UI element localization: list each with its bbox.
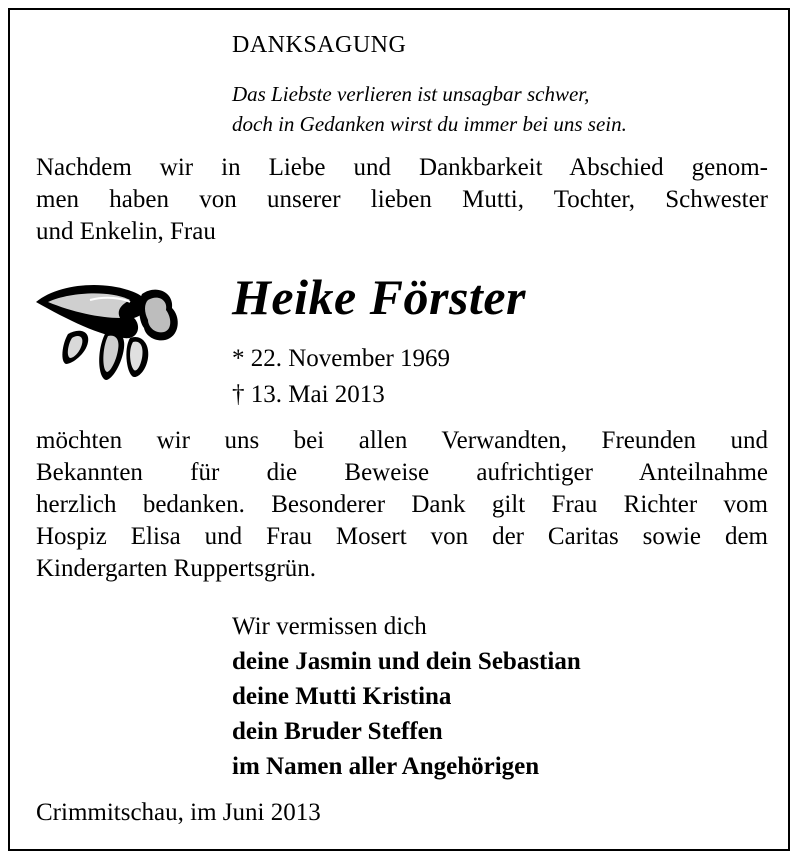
signature-line: deine Jasmin und dein Sebastian	[232, 648, 581, 675]
deceased-name: Heike Förster	[232, 269, 526, 325]
thanks-line: Bekannten für die Beweise aufrichtiger Anteilnahme	[36, 459, 768, 486]
intro-paragraph	[36, 152, 768, 248]
thanks-line: herzlich bedanken. Besonderer Dank gilt Frau Richter vom	[36, 491, 768, 518]
intro-line: Nachdem wir in Liebe und Dankbarkeit Abschied genom-	[36, 154, 768, 181]
thanks-line: möchten wir uns bei allen Verwandten, Freunden und	[36, 427, 768, 454]
death-date: † 13. Mai 2013	[232, 381, 385, 408]
heading: DANKSAGUNG	[232, 32, 407, 58]
quote-line-1: Das Liebste verlieren ist unsagbar schwer,	[232, 82, 590, 106]
quote-line-2: doch in Gedanken wirst du immer bei uns sein.	[232, 112, 627, 136]
birth-date: * 22. November 1969	[232, 345, 451, 372]
thanks-line: Kindergarten Ruppertsgrün.	[36, 555, 317, 582]
place-date: Crimmitschau, im Juni 2013	[36, 799, 321, 826]
signature-line: im Namen aller Angehörigen	[232, 753, 540, 780]
signature-intro: Wir vermissen dich	[232, 613, 427, 640]
intro-line: und Enkelin, Frau	[36, 218, 216, 245]
signature-line: deine Mutti Kristina	[232, 683, 452, 710]
leaf-drops-icon	[30, 272, 190, 392]
intro-line: men haben von unserer lieben Mutti, Tochter, Schwester	[36, 186, 768, 213]
signature-line: dein Bruder Steffen	[232, 718, 443, 745]
thanks-paragraph	[36, 425, 768, 585]
thanks-line: Hospiz Elisa und Frau Mosert von der Caritas sowie dem	[36, 523, 768, 550]
